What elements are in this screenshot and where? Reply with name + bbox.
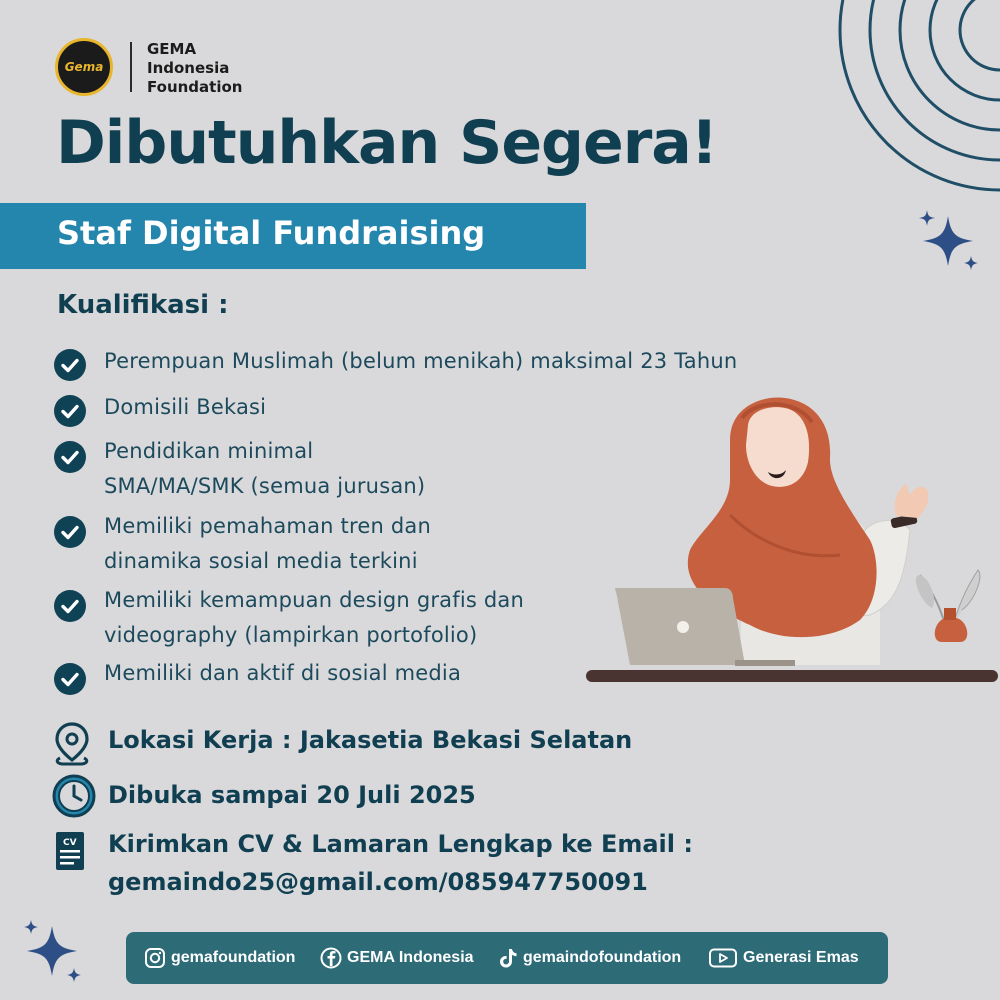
qualification-text: Domisili Bekasi bbox=[104, 395, 267, 419]
brand-name bbox=[147, 40, 242, 97]
brand-name-line: Indonesia bbox=[147, 59, 230, 77]
social-facebook[interactable] bbox=[320, 945, 474, 971]
contact-email-phone: gemaindo25@gmail.com/085947750091 bbox=[108, 868, 648, 896]
check-circle-icon bbox=[54, 349, 86, 381]
brand-name-line: Foundation bbox=[147, 78, 243, 96]
check-circle-icon bbox=[54, 516, 86, 548]
qualification-text: videography (lampirkan portofolio) bbox=[104, 623, 478, 647]
social-youtube[interactable] bbox=[708, 945, 859, 971]
decorative-arcs bbox=[780, 0, 1000, 200]
deadline-text: Dibuka sampai 20 Juli 2025 bbox=[108, 781, 476, 809]
sparkle-icon bbox=[915, 208, 985, 278]
cv-document-icon bbox=[52, 828, 88, 874]
qualification-text: Pendidikan minimal bbox=[104, 439, 314, 463]
headline: Dibutuhkan Segera! bbox=[56, 108, 718, 178]
logo-divider bbox=[130, 42, 132, 92]
social-tiktok[interactable] bbox=[498, 945, 681, 971]
qualification-text: Memiliki kemampuan design grafis dan bbox=[104, 588, 525, 612]
cv-icon-label: CV bbox=[63, 838, 77, 848]
qualification-text: Memiliki pemahaman tren dan bbox=[104, 514, 431, 538]
location-text: Lokasi Kerja : Jakasetia Bekasi Selatan bbox=[108, 726, 633, 754]
youtube-icon bbox=[708, 947, 738, 969]
social-instagram[interactable] bbox=[144, 945, 295, 971]
social-label: Generasi Emas bbox=[743, 949, 859, 966]
instagram-icon bbox=[144, 947, 166, 969]
apply-instruction-text: Kirimkan CV & Lamaran Lengkap ke Email : bbox=[108, 830, 693, 858]
location-pin-icon bbox=[52, 722, 92, 766]
check-circle-icon bbox=[54, 441, 86, 473]
qualifications-heading: Kualifikasi : bbox=[57, 290, 229, 320]
facebook-icon bbox=[320, 947, 342, 969]
qualification-text: SMA/MA/SMK (semua jurusan) bbox=[104, 474, 426, 498]
woman-laptop-illustration bbox=[580, 380, 1000, 690]
check-circle-icon bbox=[54, 395, 86, 427]
qualification-text: Memiliki dan aktif di sosial media bbox=[104, 661, 462, 685]
brand-name-line: GEMA bbox=[147, 40, 197, 58]
sparkle-icon bbox=[20, 918, 90, 988]
social-label: gemafoundation bbox=[171, 949, 296, 966]
social-label: GEMA Indonesia bbox=[347, 949, 474, 966]
tiktok-icon bbox=[498, 947, 518, 969]
qualification-text: dinamika sosial media terkini bbox=[104, 549, 418, 573]
check-circle-icon bbox=[54, 663, 86, 695]
qualification-text: Perempuan Muslimah (belum menikah) maksimal 23 Tahun bbox=[104, 349, 738, 373]
check-circle-icon bbox=[54, 590, 86, 622]
clock-icon bbox=[52, 774, 96, 818]
logo: Gema bbox=[55, 38, 113, 96]
position-title: Staf Digital Fundraising bbox=[57, 214, 486, 252]
social-media-bar bbox=[126, 932, 888, 984]
social-label: gemaindofoundation bbox=[523, 949, 682, 966]
